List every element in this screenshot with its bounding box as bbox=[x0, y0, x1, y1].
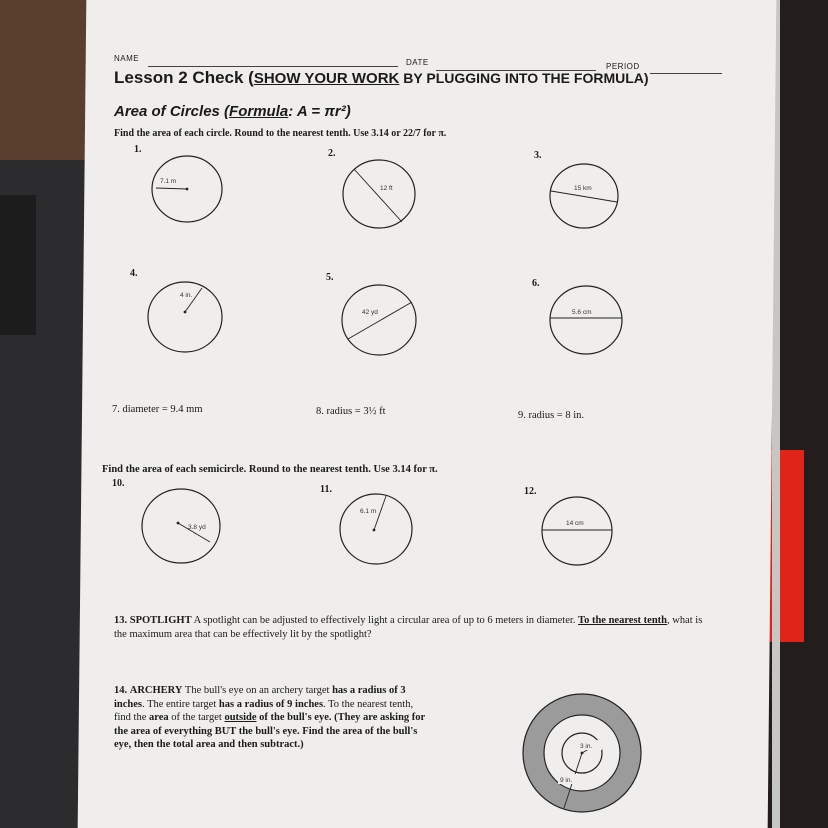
name-line bbox=[148, 66, 398, 67]
circle-6-label: 5.6 cm bbox=[572, 309, 592, 316]
subtitle-start: Area of Circles ( bbox=[114, 103, 230, 120]
semicircle-12-figure bbox=[540, 496, 616, 568]
subtitle-end: : A = πr²) bbox=[288, 103, 351, 120]
problem-13 bbox=[114, 614, 704, 641]
period-label: PERIOD bbox=[606, 62, 640, 71]
problem-7: 7. diameter = 9.4 mm bbox=[112, 404, 203, 415]
archery-target-figure bbox=[520, 692, 644, 816]
circle-5-label: 42 yd bbox=[362, 309, 378, 316]
problem-14-text-e: . To the nearest tenth, find the bbox=[114, 698, 414, 723]
page-title bbox=[114, 68, 649, 88]
outer-radius-label: 9 in. bbox=[560, 777, 573, 784]
problem-13-title: SPOTLIGHT bbox=[129, 615, 192, 626]
problem-14-text-d: has a radius of 9 inches bbox=[218, 698, 324, 710]
name-label: NAME bbox=[114, 54, 140, 63]
circle-2-figure bbox=[340, 158, 420, 232]
bulls-eye-label: 3 in. bbox=[580, 743, 593, 750]
problem-1-number: 1. bbox=[134, 144, 142, 155]
circle-5-figure bbox=[340, 284, 420, 358]
section-subtitle bbox=[114, 103, 351, 120]
problem-14-text-f: area bbox=[149, 712, 169, 723]
problem-14-title: ARCHERY bbox=[129, 685, 183, 696]
problem-14-text-b: has a radius of 3 inches bbox=[114, 685, 406, 710]
problem-14 bbox=[114, 684, 432, 752]
semicircle-11-figure bbox=[338, 492, 416, 568]
circle-3-figure bbox=[548, 162, 622, 232]
problem-6-number: 6. bbox=[532, 278, 540, 289]
problem-14-text-i: of the bull's eye. (They are asking for the area of everything BUT the bull's eye. Find the area of the bull's eye, then the total area and then subtract.) bbox=[114, 712, 426, 750]
semicircle-10-label: 3.8 yd bbox=[188, 524, 206, 531]
problem-13-number: 13. bbox=[114, 615, 128, 626]
title-end: BY PLUGGING INTO THE FORMULA) bbox=[399, 70, 649, 86]
semicircle-10-figure bbox=[140, 488, 224, 566]
problem-13-emphasis: To the nearest tenth bbox=[578, 615, 668, 626]
title-start: Lesson 2 Check ( bbox=[114, 68, 254, 87]
problem-3-number: 3. bbox=[534, 150, 542, 161]
problem-11-number: 11. bbox=[320, 484, 332, 495]
problem-14-text-g: of the target bbox=[168, 712, 225, 723]
problem-9: 9. radius = 8 in. bbox=[518, 410, 584, 421]
problem-14-text-c: . The entire target bbox=[142, 698, 219, 710]
subtitle-formula-word: Formula bbox=[229, 103, 289, 120]
problem-13-text-b: , what is the maximum area that can be effectively lit by the spotlight? bbox=[114, 615, 703, 640]
problem-14-text-h: outside bbox=[224, 712, 257, 723]
problem-8: 8. radius = 3½ ft bbox=[316, 406, 386, 417]
period-line bbox=[650, 73, 722, 74]
problem-14-text-a: The bull's eye on an archery target bbox=[182, 685, 333, 696]
circle-3-label: 15 km bbox=[574, 185, 592, 192]
circle-6-figure bbox=[548, 285, 626, 357]
problem-2-number: 2. bbox=[328, 148, 336, 159]
circle-4-figure bbox=[146, 280, 226, 354]
problem-10-number: 10. bbox=[112, 478, 125, 489]
circle-4-label: 4 in. bbox=[180, 292, 193, 299]
title-emphasis: SHOW YOUR WORK bbox=[253, 70, 400, 87]
problem-5-number: 5. bbox=[326, 272, 334, 283]
problem-13-text-a: A spotlight can be adjusted to effectively light a circular area of up to 6 meters in diameter. bbox=[191, 615, 579, 626]
problem-14-number: 14. bbox=[114, 685, 128, 696]
semicircle-12-label: 14 cm bbox=[566, 520, 584, 527]
circle-1-figure bbox=[150, 155, 226, 225]
circle-2-label: 12 ft bbox=[380, 185, 393, 192]
circle-instructions: Find the area of each circle. Round to the nearest tenth. Use 3.14 or 22/7 for π. bbox=[114, 128, 447, 139]
problem-4-number: 4. bbox=[130, 268, 138, 279]
semicircle-11-label: 6.1 m bbox=[360, 508, 377, 515]
circle-1-label: 7.1 m bbox=[160, 178, 177, 185]
background-left-dark bbox=[0, 195, 36, 335]
semicircle-instructions: Find the area of each semicircle. Round to the nearest tenth. Use 3.14 for π. bbox=[102, 464, 438, 475]
problem-12-number: 12. bbox=[524, 486, 537, 497]
date-label: DATE bbox=[406, 58, 429, 67]
